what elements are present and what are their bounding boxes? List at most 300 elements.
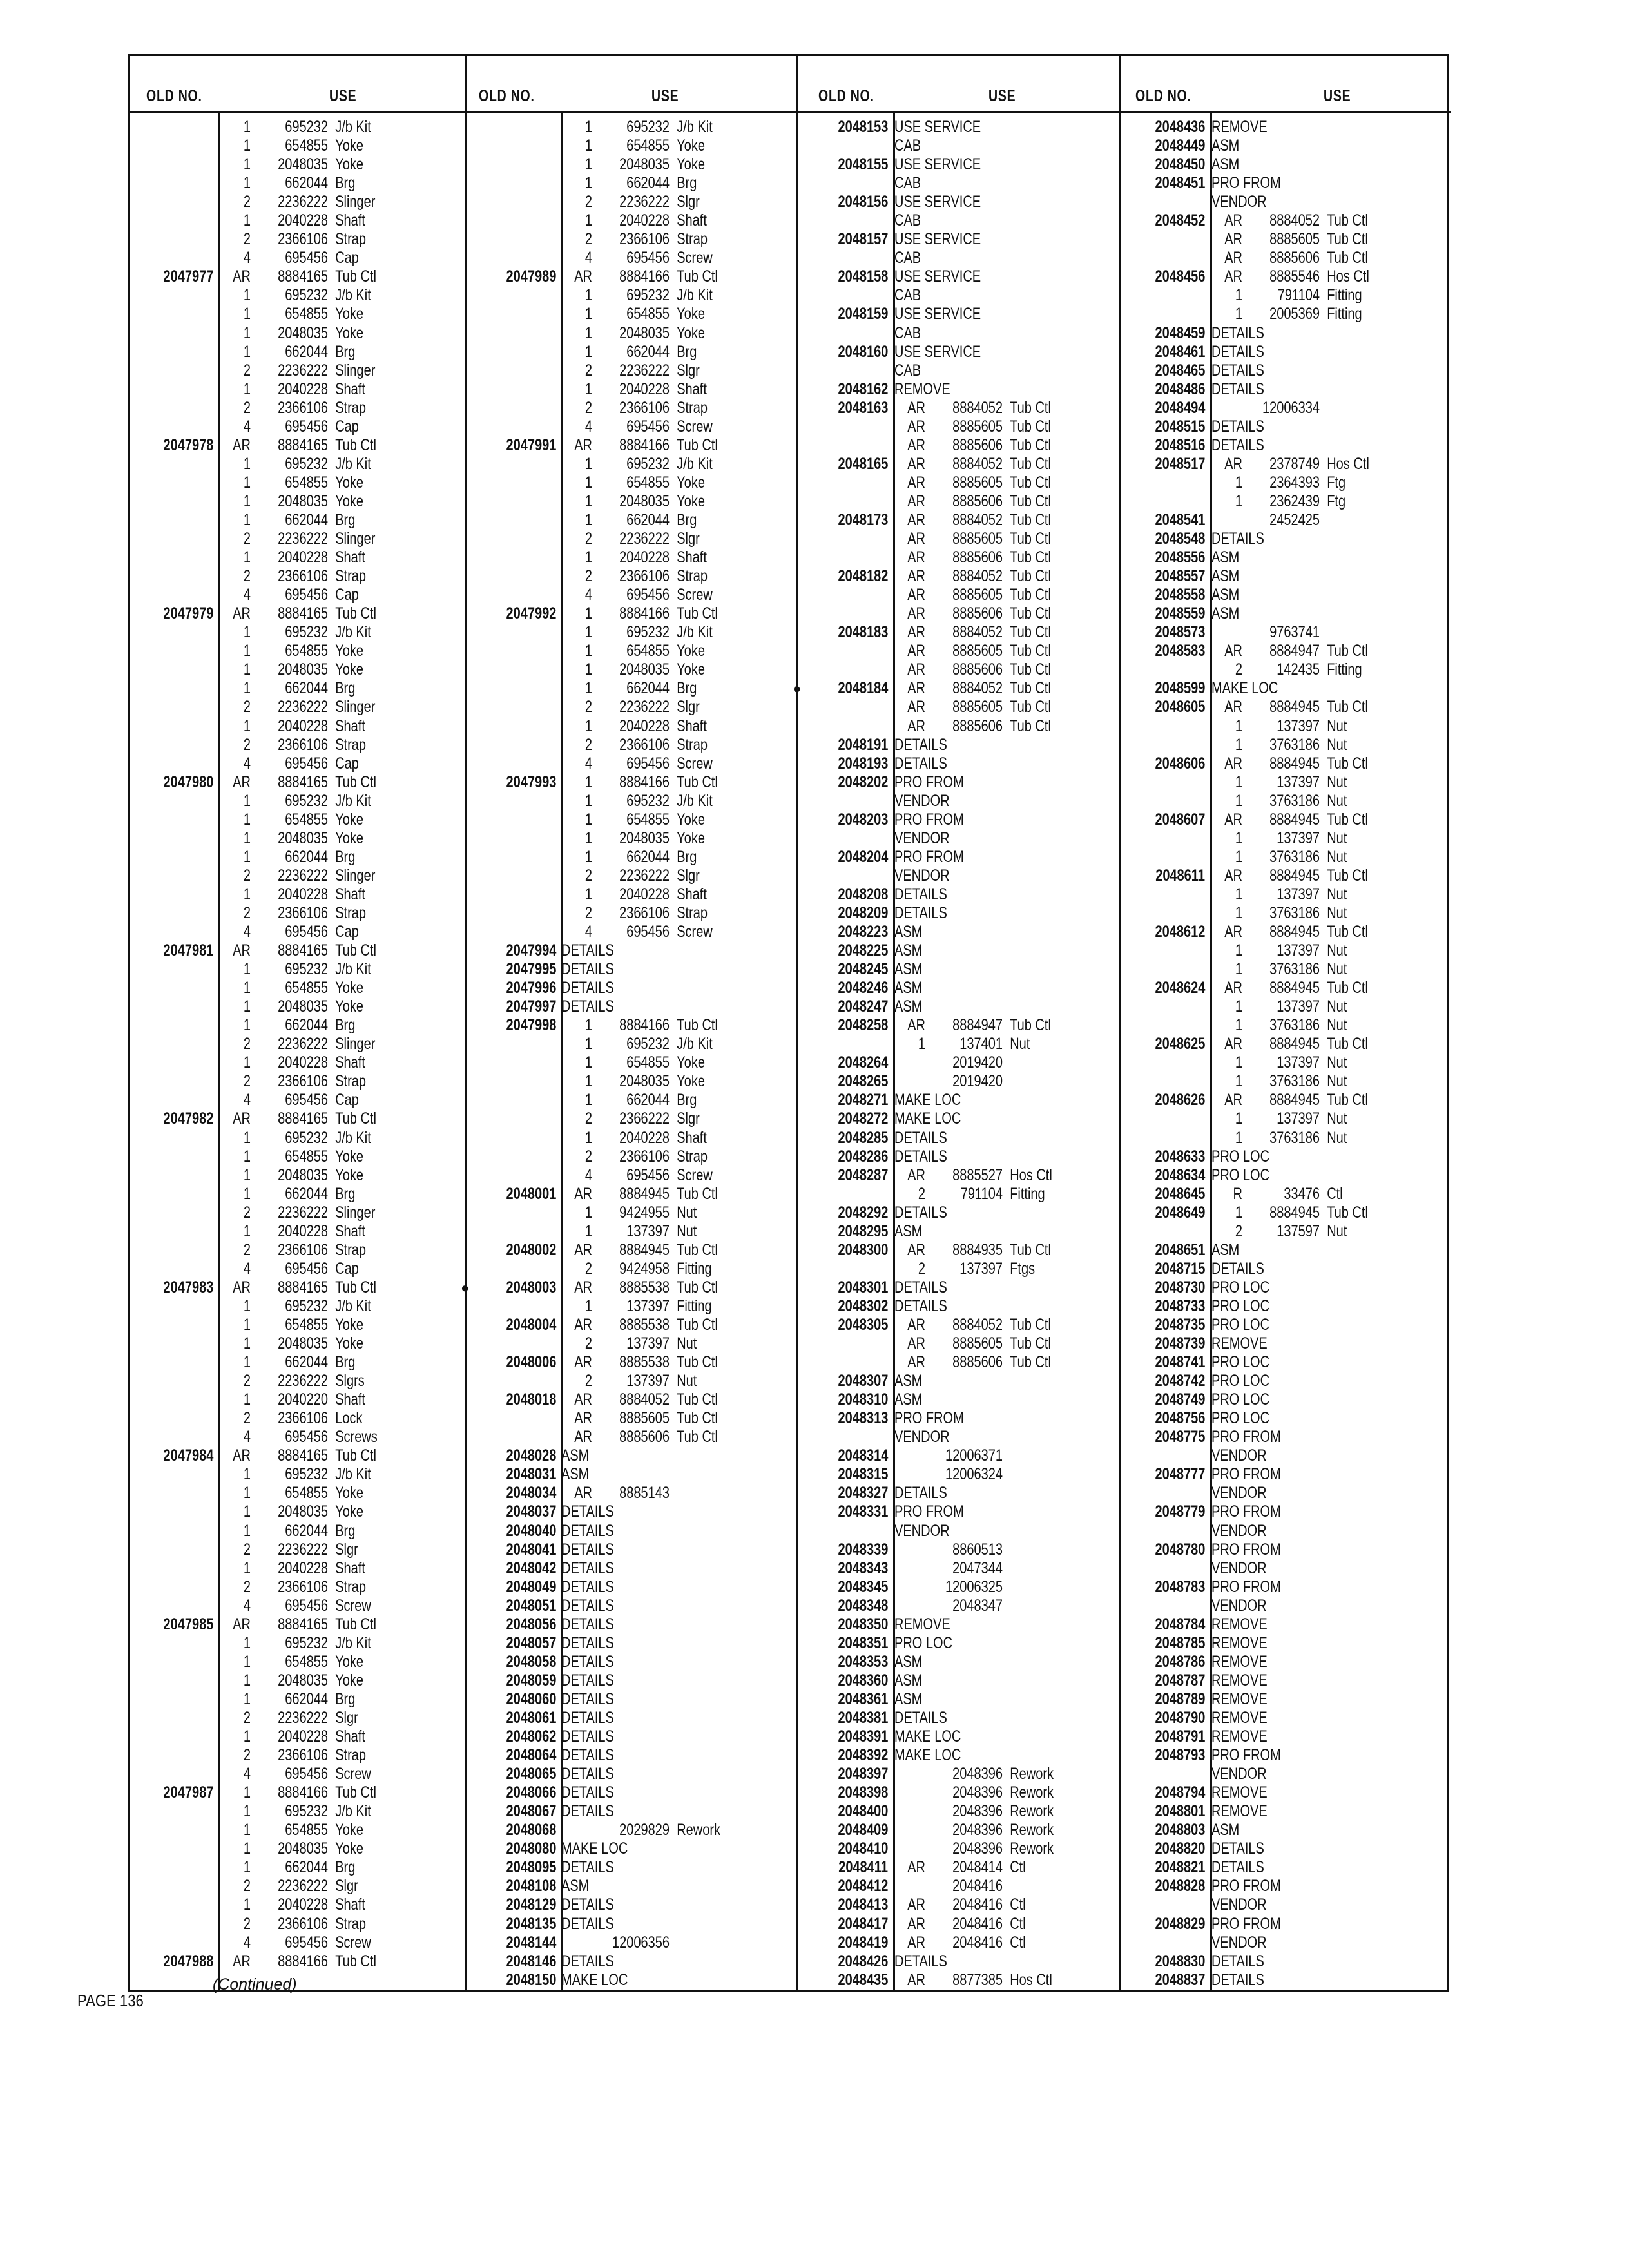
old-number bbox=[1119, 193, 1205, 211]
table-row bbox=[465, 960, 796, 979]
part-description: Slinger bbox=[335, 1203, 376, 1222]
old-number bbox=[1119, 867, 1205, 885]
quantity: 4 bbox=[243, 1259, 251, 1278]
table-row bbox=[1119, 997, 1451, 1016]
use-keyword: USE SERVICE bbox=[894, 155, 981, 174]
table-row bbox=[130, 1541, 465, 1559]
old-number bbox=[796, 249, 888, 267]
use-entry bbox=[220, 1446, 416, 1465]
table-row bbox=[1119, 1222, 1451, 1241]
use-entry-text bbox=[1211, 960, 1347, 979]
use-entry-text bbox=[220, 679, 355, 698]
old-number-text: 2048225 bbox=[838, 941, 888, 960]
part-number: 2236222 bbox=[278, 1203, 328, 1222]
use-entry-text bbox=[1211, 399, 1327, 418]
use-entry-text bbox=[561, 679, 697, 698]
part-description: Shaft bbox=[335, 380, 365, 398]
use-entry bbox=[894, 773, 981, 792]
old-number-text: 2048040 bbox=[506, 1521, 556, 1540]
old-number-text: 2048645 bbox=[1155, 1184, 1205, 1203]
use-entry-text bbox=[894, 1390, 922, 1409]
part-number: 695232 bbox=[285, 1296, 328, 1315]
quantity: 1 bbox=[243, 454, 251, 473]
table-row bbox=[1119, 1072, 1451, 1091]
old-number-text: 2048741 bbox=[1155, 1353, 1205, 1372]
table-row bbox=[130, 997, 465, 1016]
quantity: 1 bbox=[1235, 1016, 1242, 1035]
use-entry-text bbox=[561, 1896, 614, 1914]
use-entry bbox=[1211, 848, 1381, 867]
part-number: 3763186 bbox=[1269, 791, 1320, 810]
old-number-text: 2048165 bbox=[838, 454, 888, 473]
use-entry bbox=[561, 1541, 627, 1559]
old-number bbox=[465, 530, 556, 548]
part-description: Tub Ctl bbox=[335, 1110, 376, 1128]
part-description: Yoke bbox=[677, 305, 705, 323]
use-keyword: REMOVE bbox=[1211, 1671, 1268, 1689]
use-entry-text bbox=[220, 380, 365, 399]
use-entry bbox=[1211, 305, 1400, 323]
table-row bbox=[1119, 1690, 1451, 1709]
use-entry bbox=[220, 1597, 409, 1615]
part-description: Tub Ctl bbox=[1327, 1035, 1368, 1053]
use-entry-text bbox=[1211, 249, 1368, 267]
part-number: 2378749 bbox=[1269, 454, 1320, 473]
use-entry bbox=[220, 623, 409, 642]
part-number: 8885606 bbox=[952, 548, 1003, 567]
quantity: 1 bbox=[243, 1353, 251, 1372]
use-entry bbox=[220, 1166, 400, 1185]
use-entry bbox=[561, 1522, 627, 1541]
old-number bbox=[130, 1334, 213, 1353]
table-row bbox=[1119, 811, 1451, 829]
quantity: AR bbox=[574, 1240, 592, 1259]
use-entry-text bbox=[561, 811, 705, 829]
use-keyword: DETAILS bbox=[561, 979, 614, 997]
use-entry-text bbox=[1211, 137, 1239, 155]
old-number bbox=[1119, 1129, 1205, 1148]
use-entry-text bbox=[894, 1278, 947, 1297]
old-number bbox=[1119, 548, 1205, 567]
old-number bbox=[1119, 1671, 1205, 1690]
old-number-text: 2048080 bbox=[506, 1840, 556, 1858]
quantity: 1 bbox=[1235, 829, 1242, 847]
table-row bbox=[1119, 267, 1451, 286]
old-number bbox=[796, 1522, 888, 1541]
part-description: J/b Kit bbox=[335, 118, 371, 136]
old-number bbox=[1119, 1053, 1205, 1072]
use-entry bbox=[894, 1746, 978, 1765]
part-number: 8884935 bbox=[952, 1240, 1003, 1259]
quantity: AR bbox=[907, 548, 925, 567]
use-entry bbox=[894, 1053, 1039, 1072]
table-row bbox=[796, 904, 1119, 923]
table-row bbox=[1119, 904, 1451, 923]
quantity: 1 bbox=[584, 604, 592, 623]
old-number-text: 2048830 bbox=[1155, 1952, 1205, 1970]
use-entry-text bbox=[561, 1578, 614, 1597]
column-header bbox=[130, 56, 465, 113]
old-number bbox=[465, 1653, 556, 1671]
old-number bbox=[1119, 941, 1205, 960]
use-keyword: VENDOR bbox=[894, 829, 950, 847]
use-entry bbox=[561, 1204, 731, 1222]
part-number: 662044 bbox=[285, 1184, 328, 1203]
old-number bbox=[130, 1858, 213, 1877]
part-number: 2366106 bbox=[278, 230, 328, 249]
part-description: Nut bbox=[1327, 960, 1347, 979]
part-number: 8885605 bbox=[952, 530, 1003, 548]
old-number bbox=[465, 1522, 556, 1541]
old-number bbox=[796, 754, 888, 773]
use-entry-text bbox=[220, 1765, 371, 1783]
table-row bbox=[465, 1727, 796, 1746]
part-description: Nut bbox=[1010, 1035, 1030, 1053]
old-number bbox=[1119, 1690, 1205, 1709]
use-entry-text bbox=[894, 1671, 922, 1690]
table-row bbox=[130, 1241, 465, 1260]
part-description: Tub Ctl bbox=[677, 1278, 718, 1296]
old-number-text: 2048649 bbox=[1155, 1203, 1205, 1222]
table-row bbox=[465, 1016, 796, 1035]
table-row bbox=[130, 343, 465, 361]
old-number bbox=[465, 1035, 556, 1053]
table-row bbox=[796, 567, 1119, 586]
quantity: AR bbox=[574, 1390, 592, 1409]
use-keyword: DETAILS bbox=[1211, 1970, 1264, 1989]
use-entry bbox=[1211, 380, 1277, 399]
use-entry bbox=[220, 1072, 403, 1091]
quantity: AR bbox=[233, 267, 251, 286]
part-description: Strap bbox=[335, 1072, 367, 1091]
use-entry-text bbox=[1211, 979, 1368, 997]
use-entry-text bbox=[561, 1091, 697, 1110]
quantity: 1 bbox=[243, 1296, 251, 1315]
old-number bbox=[1119, 1934, 1205, 1952]
use-entry-text bbox=[894, 305, 981, 323]
old-number-text: 2048397 bbox=[838, 1765, 888, 1783]
part-description: Cap bbox=[335, 586, 359, 604]
use-entry-text bbox=[561, 399, 708, 418]
old-number bbox=[796, 1578, 888, 1597]
old-number bbox=[130, 174, 213, 193]
old-number bbox=[796, 118, 888, 137]
table-row bbox=[1119, 193, 1451, 211]
old-number-text: 2048583 bbox=[1155, 642, 1205, 660]
part-description: Strap bbox=[335, 567, 367, 586]
part-description: Tub Ctl bbox=[677, 436, 718, 454]
use-keyword: VENDOR bbox=[1211, 1596, 1267, 1615]
use-entry bbox=[1211, 1334, 1281, 1353]
old-number bbox=[1119, 923, 1205, 941]
use-entry-text bbox=[894, 230, 981, 249]
part-description: Shaft bbox=[335, 1222, 365, 1240]
part-number: 695456 bbox=[285, 586, 328, 604]
use-entry bbox=[1211, 1278, 1284, 1297]
old-number bbox=[796, 1559, 888, 1578]
old-number bbox=[130, 1634, 213, 1653]
use-entry bbox=[220, 1053, 401, 1072]
use-entry bbox=[894, 1578, 1039, 1597]
table-column-2 bbox=[461, 56, 796, 1990]
old-number bbox=[1119, 1765, 1205, 1783]
use-entry bbox=[561, 455, 750, 474]
part-description: Brg bbox=[335, 174, 356, 193]
use-entry bbox=[1211, 155, 1246, 174]
use-keyword: DETAILS bbox=[894, 754, 947, 773]
use-entry bbox=[220, 1915, 403, 1934]
part-description: Fitting bbox=[1010, 1184, 1045, 1203]
part-number: 8884052 bbox=[1269, 211, 1320, 230]
use-entry bbox=[1211, 736, 1381, 754]
use-entry bbox=[1211, 436, 1277, 455]
old-number bbox=[465, 586, 556, 604]
use-keyword: VENDOR bbox=[1211, 1896, 1267, 1914]
use-keyword: ASM bbox=[894, 1671, 923, 1689]
use-entry bbox=[1211, 1858, 1277, 1877]
part-description: Slinger bbox=[335, 866, 376, 885]
part-number: 695456 bbox=[285, 249, 328, 267]
old-number bbox=[130, 118, 213, 137]
part-number: 137397 bbox=[959, 1259, 1003, 1278]
part-number: 2236222 bbox=[619, 530, 670, 548]
quantity: AR bbox=[574, 1316, 592, 1334]
old-number bbox=[1119, 1465, 1205, 1484]
use-entry bbox=[1211, 1802, 1281, 1821]
table-row bbox=[1119, 1802, 1451, 1821]
old-number bbox=[130, 1503, 213, 1521]
part-description: Tub Ctl bbox=[1327, 249, 1368, 267]
old-number bbox=[130, 754, 213, 773]
use-entry-text bbox=[561, 754, 713, 773]
use-entry-text bbox=[561, 1446, 589, 1465]
table-row bbox=[130, 960, 465, 979]
old-number bbox=[465, 548, 556, 567]
use-keyword: CAB bbox=[894, 249, 921, 267]
quantity: 1 bbox=[1235, 1053, 1242, 1072]
old-number bbox=[1119, 137, 1205, 155]
use-entry-text bbox=[220, 1690, 355, 1709]
use-entry bbox=[894, 436, 1090, 455]
use-entry bbox=[561, 1260, 749, 1278]
quantity: 1 bbox=[243, 155, 251, 174]
old-number-text: 2048459 bbox=[1155, 323, 1205, 342]
table-row bbox=[796, 1204, 1119, 1222]
old-number-text: 2048412 bbox=[838, 1877, 888, 1896]
table-row bbox=[796, 1858, 1119, 1877]
quantity: 1 bbox=[243, 1840, 251, 1858]
old-number-text: 2048129 bbox=[506, 1896, 556, 1914]
table-row bbox=[1119, 1597, 1451, 1615]
old-number bbox=[1119, 286, 1205, 305]
use-entry bbox=[220, 1241, 403, 1260]
quantity: 2 bbox=[584, 230, 592, 249]
old-number bbox=[465, 1746, 556, 1765]
use-keyword: DETAILS bbox=[894, 903, 947, 922]
use-keyword: MAKE LOC bbox=[894, 1091, 961, 1110]
old-number bbox=[1119, 792, 1205, 811]
use-entry bbox=[561, 923, 750, 941]
use-entry-text bbox=[894, 1952, 947, 1971]
part-description: Slgr bbox=[677, 698, 700, 716]
use-entry bbox=[1211, 418, 1277, 436]
part-number: 654855 bbox=[285, 810, 328, 829]
use-entry-text bbox=[1211, 1222, 1347, 1241]
use-entry bbox=[220, 1409, 398, 1428]
use-entry-text bbox=[220, 567, 366, 586]
part-number: 137397 bbox=[1277, 997, 1320, 1016]
use-keyword: DETAILS bbox=[561, 1689, 614, 1708]
part-description: Tub Ctl bbox=[677, 604, 718, 623]
use-entry-text bbox=[561, 474, 705, 492]
table-row bbox=[130, 1578, 465, 1597]
quantity: 1 bbox=[584, 642, 592, 660]
row-list bbox=[793, 118, 1119, 1990]
use-entry bbox=[561, 811, 741, 829]
table-row bbox=[796, 455, 1119, 474]
part-description: Rework bbox=[1010, 1840, 1054, 1858]
table-row bbox=[796, 1765, 1119, 1783]
part-description: Yoke bbox=[677, 660, 705, 679]
part-number: 2048347 bbox=[952, 1596, 1003, 1615]
use-entry bbox=[1211, 118, 1281, 137]
use-entry bbox=[1211, 548, 1246, 567]
use-entry bbox=[561, 399, 744, 418]
quantity: 1 bbox=[243, 1053, 251, 1072]
old-number bbox=[465, 1559, 556, 1578]
use-entry bbox=[1211, 1522, 1280, 1541]
quantity: 1 bbox=[243, 1147, 251, 1166]
use-entry-text bbox=[894, 211, 921, 230]
old-number-text: 2048159 bbox=[838, 305, 888, 323]
use-entry bbox=[561, 1821, 760, 1840]
use-entry-text bbox=[1211, 1971, 1264, 1990]
old-number bbox=[796, 1316, 888, 1334]
use-entry bbox=[894, 904, 960, 923]
part-number: 8884166 bbox=[619, 604, 670, 623]
old-number bbox=[465, 1858, 556, 1877]
use-entry-text bbox=[894, 848, 964, 867]
old-number bbox=[796, 1484, 888, 1503]
old-number bbox=[796, 155, 888, 174]
use-entry bbox=[1211, 1372, 1284, 1390]
use-entry bbox=[894, 1522, 963, 1541]
use-entry-text bbox=[561, 1840, 628, 1858]
part-description: Hos Ctl bbox=[1010, 1970, 1052, 1989]
use-keyword: REMOVE bbox=[1211, 1615, 1268, 1633]
table-row bbox=[465, 1877, 796, 1896]
use-entry bbox=[561, 736, 744, 754]
use-entry-text bbox=[220, 960, 371, 979]
old-number bbox=[796, 1428, 888, 1446]
old-number-text: 2048209 bbox=[838, 903, 888, 922]
use-keyword: DETAILS bbox=[1211, 1952, 1264, 1970]
old-number bbox=[1119, 1446, 1205, 1465]
table-row bbox=[465, 193, 796, 211]
quantity: 4 bbox=[243, 754, 251, 773]
table-row bbox=[465, 1297, 796, 1316]
use-entry-text bbox=[220, 211, 365, 230]
old-number bbox=[465, 418, 556, 436]
quantity: 1 bbox=[1235, 791, 1242, 810]
use-entry bbox=[894, 1783, 1094, 1802]
table-row bbox=[1119, 1727, 1451, 1746]
table-row bbox=[130, 1783, 465, 1802]
part-number: 8885605 bbox=[952, 642, 1003, 660]
part-number: 8884165 bbox=[278, 1446, 328, 1465]
part-description: Tub Ctl bbox=[1010, 586, 1051, 604]
use-entry bbox=[1211, 923, 1407, 941]
use-entry-text bbox=[220, 174, 355, 193]
table-row bbox=[130, 492, 465, 511]
use-keyword: DETAILS bbox=[1211, 1840, 1264, 1858]
old-number-text: 2048062 bbox=[506, 1727, 556, 1746]
old-number-text: 2047981 bbox=[163, 941, 213, 960]
use-entry bbox=[1211, 1840, 1277, 1858]
quantity: 1 bbox=[584, 679, 592, 698]
quantity: AR bbox=[233, 604, 251, 623]
part-number: 695456 bbox=[285, 754, 328, 773]
part-number: 2366106 bbox=[278, 735, 328, 754]
table-row bbox=[130, 679, 465, 698]
use-entry-text bbox=[894, 1297, 947, 1316]
table-row bbox=[1119, 1541, 1451, 1559]
use-entry bbox=[220, 1278, 416, 1297]
part-number: 8885538 bbox=[619, 1316, 670, 1334]
use-entry-text bbox=[561, 1409, 718, 1428]
use-entry-text bbox=[220, 792, 371, 811]
use-keyword: PRO FROM bbox=[1211, 1465, 1281, 1484]
table-row bbox=[796, 230, 1119, 249]
table-row bbox=[796, 717, 1119, 736]
use-entry-text bbox=[561, 1110, 700, 1128]
table-row bbox=[796, 1390, 1119, 1409]
part-number: 9763741 bbox=[1269, 623, 1320, 642]
table-row bbox=[1119, 380, 1451, 399]
old-number-text: 2048350 bbox=[838, 1615, 888, 1633]
part-number: 662044 bbox=[285, 342, 328, 361]
part-description: Tub Ctl bbox=[1010, 1240, 1051, 1259]
use-entry bbox=[561, 792, 750, 811]
part-description: Yoke bbox=[677, 155, 705, 174]
old-number bbox=[130, 1166, 213, 1185]
table-row bbox=[130, 1802, 465, 1821]
old-number-text: 2048246 bbox=[838, 979, 888, 997]
table-row bbox=[1119, 717, 1451, 736]
part-number: 2040228 bbox=[619, 211, 670, 230]
use-entry-text bbox=[894, 267, 981, 286]
old-number bbox=[130, 1746, 213, 1765]
table-row bbox=[130, 623, 465, 642]
old-number bbox=[1119, 698, 1205, 716]
use-keyword: DETAILS bbox=[894, 1147, 947, 1166]
use-entry bbox=[894, 211, 927, 230]
table-row bbox=[796, 267, 1119, 286]
use-entry-text bbox=[1211, 530, 1264, 548]
use-entry bbox=[561, 530, 734, 548]
table-row bbox=[796, 1353, 1119, 1372]
use-entry bbox=[1211, 586, 1246, 604]
table-row bbox=[130, 137, 465, 155]
use-entry-text bbox=[1211, 1446, 1267, 1465]
old-number bbox=[796, 773, 888, 792]
old-number-text: 2048108 bbox=[506, 1877, 556, 1896]
quantity: 1 bbox=[243, 1821, 251, 1840]
table-row bbox=[130, 530, 465, 548]
use-entry bbox=[220, 1428, 417, 1446]
part-number: 2236222 bbox=[619, 361, 670, 380]
quantity: 1 bbox=[243, 810, 251, 829]
